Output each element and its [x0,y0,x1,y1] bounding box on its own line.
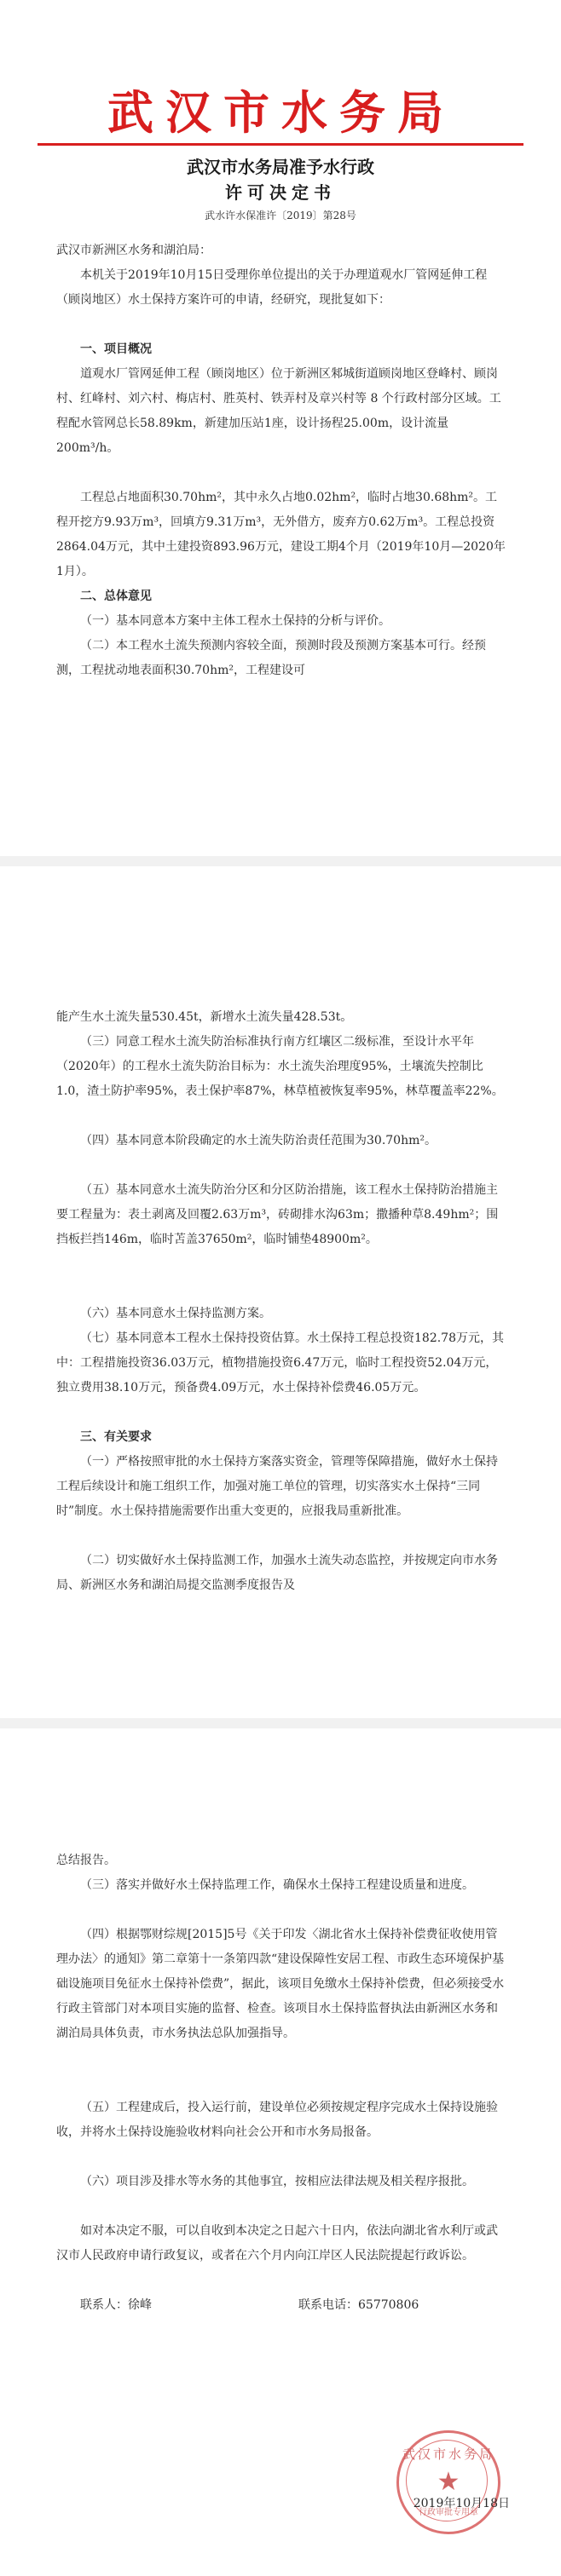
opinion-6: （六）基本同意水土保持监测方案。 [80,1307,271,1320]
page-gap [0,1718,561,1728]
opinion-3: （三）同意工程水土流失防治标准执行南方红壤区二级标准，至设计水平年（2020年）的工程水土流失防治目标为：水土流失治理度95%，土壤流失控制比1.0，渣土防护率95%，表土保护率87%，林草植被恢复率95%，林草覆盖率22%。 [56,1035,504,1098]
letterhead-org: 武汉市水务局 [107,85,455,140]
doc-title-line2: 许可决定书 [225,182,336,203]
project-overview-p2: 工程总占地面积30.70hm²，其中永久占地0.02hm²，临时占地30.68hm²。工程开挖方9.93万m³，回填方9.31万m³，无外借方，废弃方0.62万m³。工程总投资2864.04万元，其中土建投资893.96万元，建设工期4个月（2019年10月—2020年1月）。 [56,491,506,578]
page-gap [0,856,561,866]
requirement-5: （五）工程建成后，投入运行前，建设单位必须按规定程序完成水土保持设施验收，并将水土保持设施验收材料向社会公开和市水务局报备。 [56,2101,498,2139]
official-seal [396,2430,500,2534]
letterhead-red-line [38,143,523,146]
requirement-3: （三）落实并做好水土保持监理工作，确保水土保持工程建设质量和进度。 [80,1878,474,1892]
recipient: 武汉市新洲区水务和湖泊局： [56,244,211,257]
section-3-heading: 三、有关要求 [80,1430,152,1444]
requirement-6: （六）项目涉及排水等水务的其他事宜，按相应法律法规及相关程序报批。 [80,2175,474,2188]
opinion-1: （一）基本同意本方案中主体工程水土保持的分析与评价。 [80,614,390,628]
opinion-2-continued: 能产生水土流失量530.45t，新增水土流失量428.53t。 [56,1010,353,1024]
opinion-4: （四）基本同意本阶段确定的水土流失防治责任范围为30.70hm²。 [80,1134,437,1147]
seal-bottom-text: 行政审批专用章 [419,2508,478,2517]
issue-date: 2019年10月18日 [413,2497,510,2510]
section-2-heading: 二、总体意见 [80,589,152,603]
project-overview-p1: 道观水厂管网延伸工程（顾岗地区）位于新洲区邾城街道顾岗地区登峰村、顾岗村、红峰村、刘六村、梅店村、胜英村、铁弄村及章兴村等 8 个行政村部分区域。工程配水管网总长58.89km，新建加压站1座，设计扬程25.00m，设计流量200m³/h。 [56,367,501,455]
seal-org-text: 武汉市水务局 [402,2447,494,2462]
section-1-heading: 一、项目概况 [80,342,152,356]
opinion-5: （五）基本同意水土流失防治分区和分区防治措施，该工程水土保持防治措施主要工程量为：表土剥离及回覆2.63万m³，砖砌排水沟63m；撒播种草8.49hm²；围挡板拦挡146m，临时苫盖37650m²，临时铺垫48900m²。 [56,1183,499,1246]
contact-phone: 联系电话：65770806 [298,2298,419,2312]
requirement-2: （二）切实做好水土保持监测工作，加强水土流失动态监控，并按规定向市水务局、新洲区水务和湖泊局提交监测季度报告及 [56,1554,498,1592]
doc-title-line1: 武汉市水务局准予水行政 [187,157,374,177]
seal-star-icon: ★ [437,2467,460,2497]
opinion-2: （二）本工程水土流失预测内容较全面，预测时段及预测方案基本可行。经预测，工程扰动地表面积30.70hm²，工程建设可 [56,639,486,677]
appeal-notice: 如对本决定不服，可以自收到本决定之日起六十日内，依法向湖北省水利厅或武汉市人民政府申请行政复议，或者在六个月内向江岸区人民法院提起行政诉讼。 [56,2224,498,2263]
intro-paragraph: 本机关于2019年10月15日受理你单位提出的关于办理道观水厂管网延伸工程（顾岗地区）水土保持方案许可的申请，经研究，现批复如下： [56,268,488,307]
requirement-4: （四）根据鄂财综规[2015]5号《关于印发〈湖北省水土保持补偿费征收使用管理办法〉的通知》第二章第十一条第四款“建设保障性安居工程、市政生态环境保护基础设施项目免征水土保持补偿费”，据此，该项目免缴水土保持补偿费，但必须接受水行政主管部门对本项目实施的监督、检查。该项目水土保持监督执法由新洲区水务和湖泊局具体负责，市水务执法总队加强指导。 [56,1928,505,2040]
contact-person: 联系人：徐峰 [80,2298,152,2312]
doc-number: 武水许水保准许〔2019〕第28号 [205,210,356,221]
opinion-7: （七）基本同意本工程水土保持投资估算。水土保持工程总投资182.78万元，其中：工程措施投资36.03万元，植物措施投资6.47万元，临时工程投资52.04万元，独立费用38.10万元，预备费4.09万元，水土保持补偿费46.05万元。 [56,1331,504,1394]
requirement-2-continued: 总结报告。 [56,1854,116,1867]
requirement-1: （一）严格按照审批的水土保持方案落实资金，管理等保障措施，做好水土保持工程后续设计和施工组织工作，加强对施工单位的管理，切实落实水土保持“三同时”制度。水土保持措施需要作出重大变更的，应报我局重新批准。 [56,1455,498,1518]
